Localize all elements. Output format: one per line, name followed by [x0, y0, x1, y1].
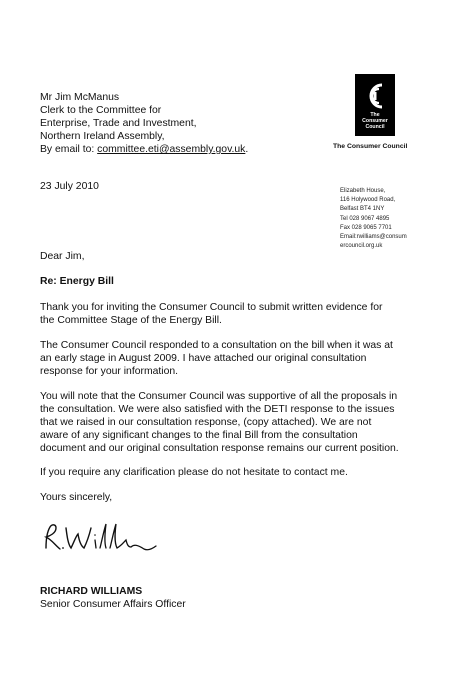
- subject-line: Re: Energy Bill: [40, 276, 114, 287]
- paragraph-line: an early stage in August 2009. I have attached our original consultation: [40, 353, 367, 364]
- address-line: Fax 028 9065 7701: [340, 225, 392, 231]
- email-line: [40, 143, 248, 156]
- paragraph-line: You will note that the Consumer Council was supportive of all the proposals in: [40, 391, 398, 402]
- paragraph-line: The Consumer Council responded to a consultation on the bill when it was at: [40, 340, 393, 351]
- address-line: Belfast BT4 1NY: [340, 206, 385, 212]
- address-line: ercouncil.org.uk: [340, 243, 383, 249]
- logo-text-line: Consumer: [362, 118, 388, 124]
- logo-caption: The Consumer Council: [333, 143, 408, 150]
- consumer-council-logo: [355, 74, 395, 136]
- address-line: 116 Holywood Road,: [340, 197, 396, 203]
- body-paragraph: [40, 466, 348, 479]
- signatory-title: Senior Consumer Affairs Officer: [40, 599, 186, 610]
- recipient-line: Mr Jim McManus: [40, 92, 120, 103]
- body-paragraph: [40, 301, 382, 327]
- body-paragraph: [40, 390, 399, 455]
- paragraph-line: document and our original consultation response remains our current position.: [40, 443, 399, 454]
- address-line: Email:rwilliams@consum: [340, 234, 407, 240]
- paragraph-line: Thank you for inviting the Consumer Council to submit written evidence for: [40, 302, 383, 313]
- paragraph-line: If you require any clarification please do not hesitate to contact me.: [40, 467, 348, 478]
- address-line: Tel 028 9067 4895: [340, 216, 390, 222]
- email-prefix: By email to:: [40, 144, 98, 155]
- logo-text-line: Council: [365, 124, 385, 130]
- salutation: Dear Jim,: [40, 251, 85, 262]
- logo-text-line: The: [370, 112, 380, 118]
- handwritten-signature: [38, 518, 168, 558]
- paragraph-line: the Committee Stage of the Energy Bill.: [40, 315, 222, 326]
- paragraph-line: the consultation. We were also satisfied with the DETI response to the issues: [40, 404, 395, 415]
- recipient-line: Clerk to the Committee for: [40, 105, 162, 116]
- letter-date: 23 July 2010: [40, 181, 99, 192]
- recipient-line: Enterprise, Trade and Investment,: [40, 118, 197, 129]
- paragraph-line: response for your information.: [40, 366, 179, 377]
- body-paragraph: [40, 339, 393, 378]
- logo-text: [355, 112, 395, 130]
- paragraph-line: that we raised in our consultation response, (copy attached). We are not: [40, 417, 372, 428]
- address-line: Elizabeth House,: [340, 188, 386, 194]
- email-link[interactable]: committee.eti@assembly.gov.uk: [97, 144, 246, 155]
- recipient-line: Northern Ireland Assembly,: [40, 131, 165, 142]
- paragraph-line: aware of any significant changes to the final Bill from the consultation: [40, 430, 358, 441]
- closing: Yours sincerely,: [40, 492, 113, 503]
- email-suffix: .: [245, 144, 249, 155]
- signatory-name: RICHARD WILLIAMS: [40, 586, 143, 597]
